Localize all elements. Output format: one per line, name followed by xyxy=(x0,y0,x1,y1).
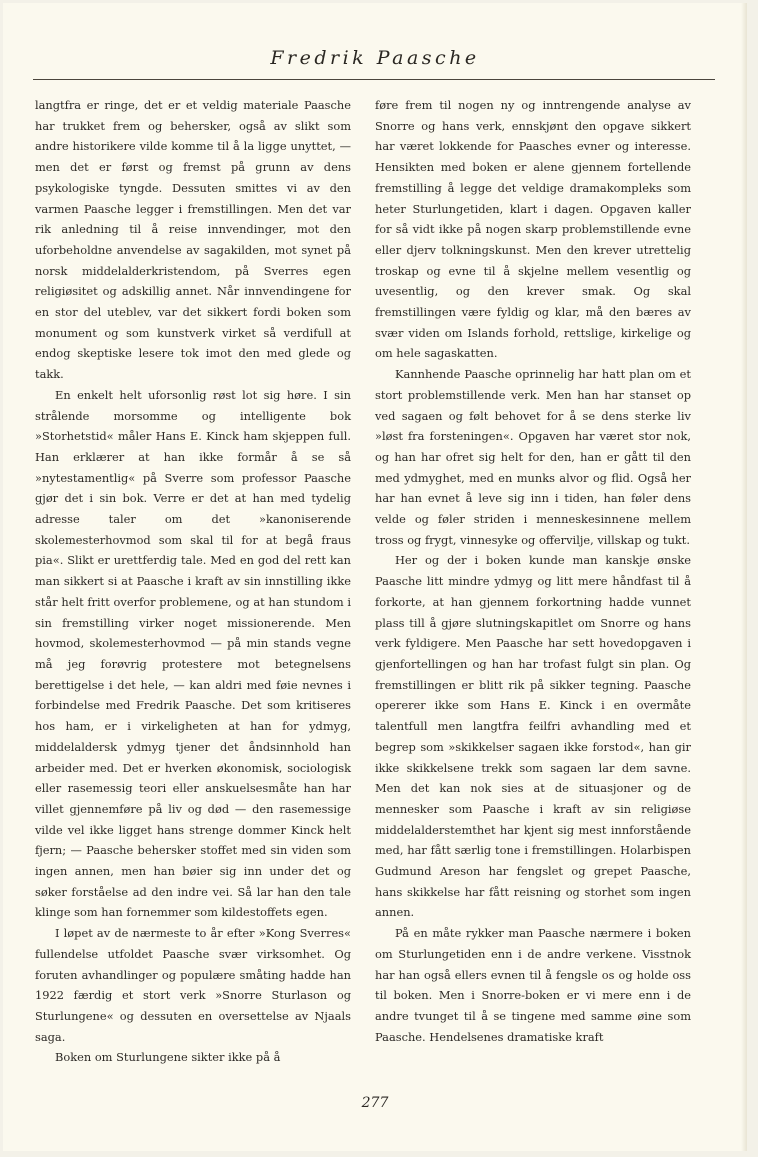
text-columns xyxy=(35,95,691,1068)
paragraph: På en måte rykker man Paasche nærmere i boken om Sturlungetiden enn i de andre verkene. Visstnok har han også ellers evnen til å fengsle os og holde oss til boken. Men i Snorre-boken er vi mere enn i de andre tvunget til å se tingene med samme øine som Paasche. Hendelsenes dramatiske kraft xyxy=(375,926,691,1044)
paragraph: I løpet av de nærmeste to år efter »Kong Sverres« fullendelse utfoldet Paasche svær virksomhet. Og foruten avhandlinger og populære småting hadde han 1922 færdig et stort verk »Snorre Sturlason og Sturlungene« og dessuten en oversettelse av Njaals saga. xyxy=(35,926,351,1044)
page-number: 277 xyxy=(361,1095,389,1111)
paragraph: langtfra er ringe, det er et veldig materiale Paasche har trukket frem og behersker, også av slikt som andre historikere vilde komme til å la ligge unyttet, — men det er først og fremst på grunn av dens psykologiske tyngde. Dessuten smittes vi av den varmen Paasche legger i fremstillingen. Men det var rik anledning til å reise innvendinger, mot den uforbeholdne anvendelse av sagakilden, mot synet på norsk middelalderkristendom, på Sverres egen religiøsitet og adskillig annet. Når innvendingene for en stor del uteblev, var det sikkert fordi boken som monument og som kunstverk virket så verdifull at endog skeptiske lesere tok imot den med glede og takk. xyxy=(35,98,351,382)
paragraph: føre frem til nogen ny og inntrengende analyse av Snorre og hans verk, ennskjønt den opgave sikkert har været lokkende for Paasches evner og interesse. Hensikten med boken er alene gjennem fortellende fremstilling å legge det veldige dramakompleks som heter Sturlungetiden, klart i dagen. Opgaven kaller for så vidt ikke på nogen skarp problemstillende evne eller djerv tolkningskunst. Men den krever utrettelig troskap og evne til å skjelne mellem vesentlig og uvesentlig, og den krever smak. Og skal fremstillingen være fyldig og klar, må den bæres av svær viden om Islands forhold, rettslige, kirkelige og om hele sagaskatten. xyxy=(375,98,691,361)
right-column xyxy=(375,95,691,1068)
running-header-title: Fredrik Paasche xyxy=(270,47,480,69)
paragraph: Kannhende Paasche oprinnelig har hatt plan om et stort problemstillende verk. Men han har stanset op ved sagaen og følt behovet for å se dens sterke liv »løst fra forsteningen«. Opgaven har været stor nok, og han har ofret sig helt for den, han er gått til den med ydmyghet, med en munks alvor og flid. Også her har han evnet å leve sig inn i tiden, han føler dens velde og føler striden i menneskesinnene mellem tross og frygt, vinnesyke og offervilje, villskap og tukt. xyxy=(375,367,691,547)
left-column xyxy=(35,95,351,1068)
paragraph: Boken om Sturlungene sikter ikke på å xyxy=(55,1050,281,1065)
book-page xyxy=(3,3,747,1151)
paragraph: Her og der i boken kunde man kanskje ønske Paasche litt mindre ydmyg og litt mere håndfast til å forkorte, at han gjennem forkortning hadde vunnet plass till å gjøre slutningskapitlet om Snorre og hans verk fyldigere. Men Paasche har sett hovedopgaven i gjenfortellingen og han har trofast fulgt sin plan. Og fremstillingen er blitt rik på sikker tegning. Paasche opererer ikke som Hans E. Kinck i en overmåte talentfull men langtfra feilfri avhandling med et begrep som »skikkelser sagaen ikke forstod«, han gir ikke skikkelsene trekk som sagaen lar dem savne. Men det kan nok sies at de situasjoner og de mennesker som Paasche i kraft av sin religiøse middelalderstemthet har kjent sig mest innforstående med, har fått særlig tone i fremstillingen. Holarbispen Gudmund Areson har fengslet og grepet Paasche, hans skikkelse har fått reisning og storhet som ingen annen. xyxy=(375,553,691,920)
paragraph: En enkelt helt uforsonlig røst lot sig høre. I sin strålende morsomme og intelligente bok »Storhetstid« måler Hans E. Kinck ham skjeppen full. Han erklærer at han ikke formår å se så »nytestamentlig« på Sverre som professor Paasche gjør det i sin bok. Verre er det at han med tydelig adresse taler om det »kanoniserende skolemesterhovmod som skal til for at begå fraus pia«. Slikt er urettferdig tale. Med en god del rett kan man sikkert si at Paasche i kraft av sin innstilling ikke står helt fritt overfor problemene, og at han stundom i sin fremstilling virker noget missionerende. Men hovmod, skolemesterhovmod — på min stands vegne må jeg forøvrig protestere mot betegnelsens berettigelse i det hele, — kan aldri med føie nevnes i forbindelse med Fredrik Paasche. Det som kritiseres hos ham, er i virkeligheten at han for ydmyg, middelaldersk ydmyg tjener det åndsinnhold han arbeider med. Det er hverken økonomisk, sociologisk eller rasemessig teori eller anskuelsesmåte han har villet gjennemføre på liv og død — den rasemessige vilde vel ikke ligget hans strenge dommer Kinck helt fjern; — Paasche behersker stoffet med sin viden som ingen annen, men han bøier sig inn under det og søker forståelse ad den indre vei. Så lar han den tale klinge som han fornemmer som kildestoffets egen. xyxy=(35,387,351,920)
header-rule xyxy=(33,79,715,80)
